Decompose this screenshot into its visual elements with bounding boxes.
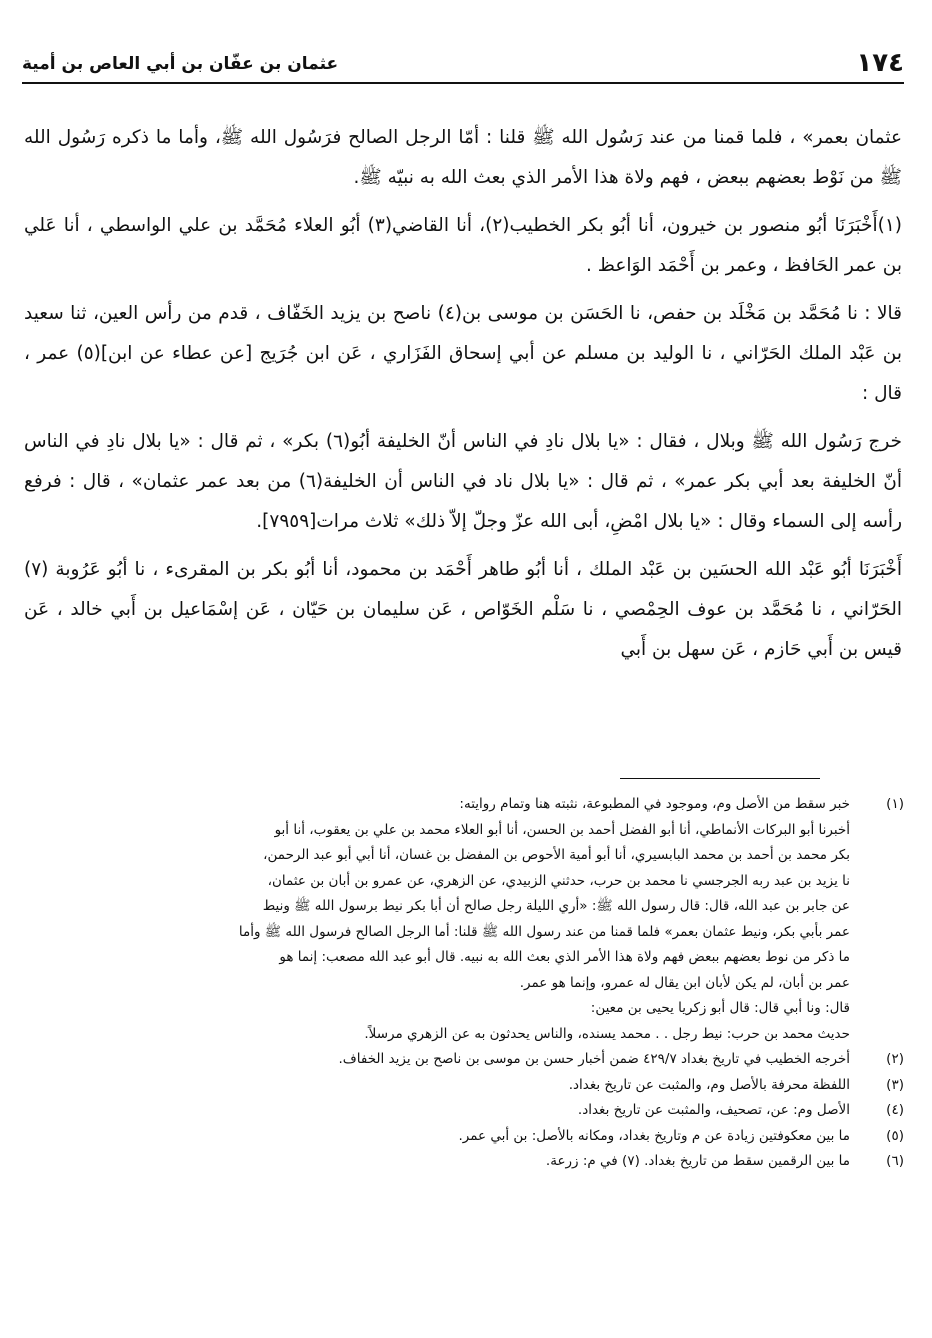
footnote-line: الأصل وم: عن، تصحيف، والمثبت عن تاريخ بغداد. [577,1102,850,1118]
footnote-line: اللفظة محرفة بالأصل وم، والمثبت عن تاريخ بغداد. [568,1076,850,1093]
footnote-line: أخرجه الخطيب في تاريخ بغداد ٤٢٩/٧ ضمن أخبار حسن بن موسى بن ناصح بن يزيد الخفاف. [338,1051,850,1067]
footnote-number: (٢) [886,1051,904,1067]
footnote-number: (٣) [886,1076,904,1093]
footnote-line: عمر بن أبان، لم يكن لأبان ابن يقال له عمرو، وإنما هو عمر. [519,974,850,991]
footnote-line: عن جابر بن عبد الله، قال: قال رسول الله ﷺ: «أري الليلة رجل صالح أن أبا بكر نيط برسول الله ﷺ ونيط [262,898,850,914]
running-title: عثمان بن عفّان بن أبي العاص بن أمية [22,54,339,74]
footnotes [26,792,904,1175]
footnote-1 [26,792,904,1047]
footnote-5 [26,1124,904,1150]
footnote-line: نا يزيد بن عبد ربه الجرجسي نا محمد بن حرب، حدثني الزبيدي، عن الزهري، عن عمرو بن أبان بن عثمان، [267,872,850,889]
paragraph-5: أَخْبَرَنَا أبُو عَبْد الله الحسَين بن عَبْد الملك ، أنا أبُو طاهر أَحْمَد بن محمود، أنا أبُو بكر بن المقرىء ، نا أبُو عَرُوبة (٧) الحَرّاني ، نا مُحَمَّد بن عوف الحِمْصي ، نا سَلْم الخَوّاص ، عَن سليمان بن حَيّان ، عَن إسْمَاعيل بن أَبي خالد ، عَن قيس بن أَبي حَازم ، عَن سهل بن أَبي [24,559,902,660]
footnote-line: بكر محمد بن أحمد بن محمد البابسيري، أنا أبو أمية الأحوص بن المفضل بن غسان، أنا أبي أبو عبد الرحمن، [263,847,850,863]
paragraph-1: عثمان بعمر» ، فلما قمنا من عند رَسُول الله ﷺ قلنا : أمّا الرجل الصالح فرَسُول الله ﷺ، وأما ما ذكره رَسُول الله ﷺ من نَوْط بعضهم ببعض ، فهم ولاة هذا الأمر الذي بعث الله به نبيّه ﷺ. [24,127,902,188]
footnote-line: حديث محمد بن حرب: نيط رجل . . محمد يسنده، والناس يحدثون به عن الزهري مرسلاً. [364,1025,850,1042]
footnote-line: خبر سقط من الأصل وم، وموجود في المطبوعة، نثبته هنا وتمام روايته: [459,796,850,812]
footnote-line: ما بين الرقمين سقط من تاريخ بغداد. (٧) في م: زرعة. [545,1153,850,1169]
footnote-number: (١) [886,796,904,812]
footnote-number: (٤) [886,1102,904,1118]
paragraph-2: (١)أَخْبَرَنَا أبُو منصور بن خيرون، أنا أبُو بكر الخطيب(٢)، أنا القاضي(٣) أبُو العلاء مُحَمَّد بن علي الواسطي ، أنا عَلي بن عمر الحَافظ ، وعمر بن أَحْمَد الوَاعظ . [24,215,902,276]
footnote-3 [26,1073,904,1099]
footnote-line: أخبرنا أبو البركات الأنماطي، أنا أبو الفضل أحمد بن الحسن، أنا أبو العلاء محمد بن علي بن يعقوب، أنا أبو [274,821,850,838]
footnote-4 [26,1098,904,1124]
footnote-line: قال: ونا أبي قال: قال أبو زكريا يحيى بن معين: [590,1000,850,1016]
footnote-6 [26,1149,904,1175]
page-number: ١٧٤ [856,48,904,78]
main-text [24,118,902,678]
footnote-number: (٥) [886,1127,904,1144]
footnote-separator [620,778,820,779]
page-header [22,48,904,84]
footnote-2 [26,1047,904,1073]
footnote-line: عمر بأبي بكر، ونيط عثمان بعمر» فلما قمنا من عند رسول الله ﷺ قلنا: أما الرجل الصالح فرسول الله ﷺ وأما [238,923,850,940]
paragraph-4: خرج رَسُول الله ﷺ وبلال ، فقال : «يا بلال نادِ في الناس أنّ الخليفة أبُو(٦) بكر» ، ثم قال : «يا بلال نادِ في الناس أنّ الخليفة بعد أبي بكر عمر» ، ثم قال : «يا بلال ناد في الناس أن الخليفة(٦) من بعد عمر عثمان» ، قال : فرفع رأسه إلى السماء وقال : «يا بلال امْضِ، أبى الله عزّ وجلّ إلاّ ذلك» ثلاث مرات[٧٩٥٩]. [24,431,902,532]
footnote-line: ما ذكر من نوط بعضهم ببعض فهم ولاة هذا الأمر الذي بعث الله به نبيه. قال أبو عبد الله مصعب: إنما هو [279,949,850,965]
paragraph-3: قالا : نا مُحَمَّد بن مَخْلَد بن حفص، نا الحَسَن بن موسى بن(٤) ناصح بن يزيد الخَفّاف ، قدم من رأس العين، ثنا سعيد بن عَبْد الملك الحَرّاني ، نا الوليد بن مسلم عن أبي إسحاق الفَزَاري ، عَن ابن جُرَيج [عن عطاء عن ابن](٥) عمر ، قال : [24,303,902,404]
footnote-line: ما بين معكوفتين زيادة عن م وتاريخ بغداد، ومكانه بالأصل: بن أبي عمر. [458,1127,850,1144]
footnote-number: (٦) [886,1153,904,1169]
